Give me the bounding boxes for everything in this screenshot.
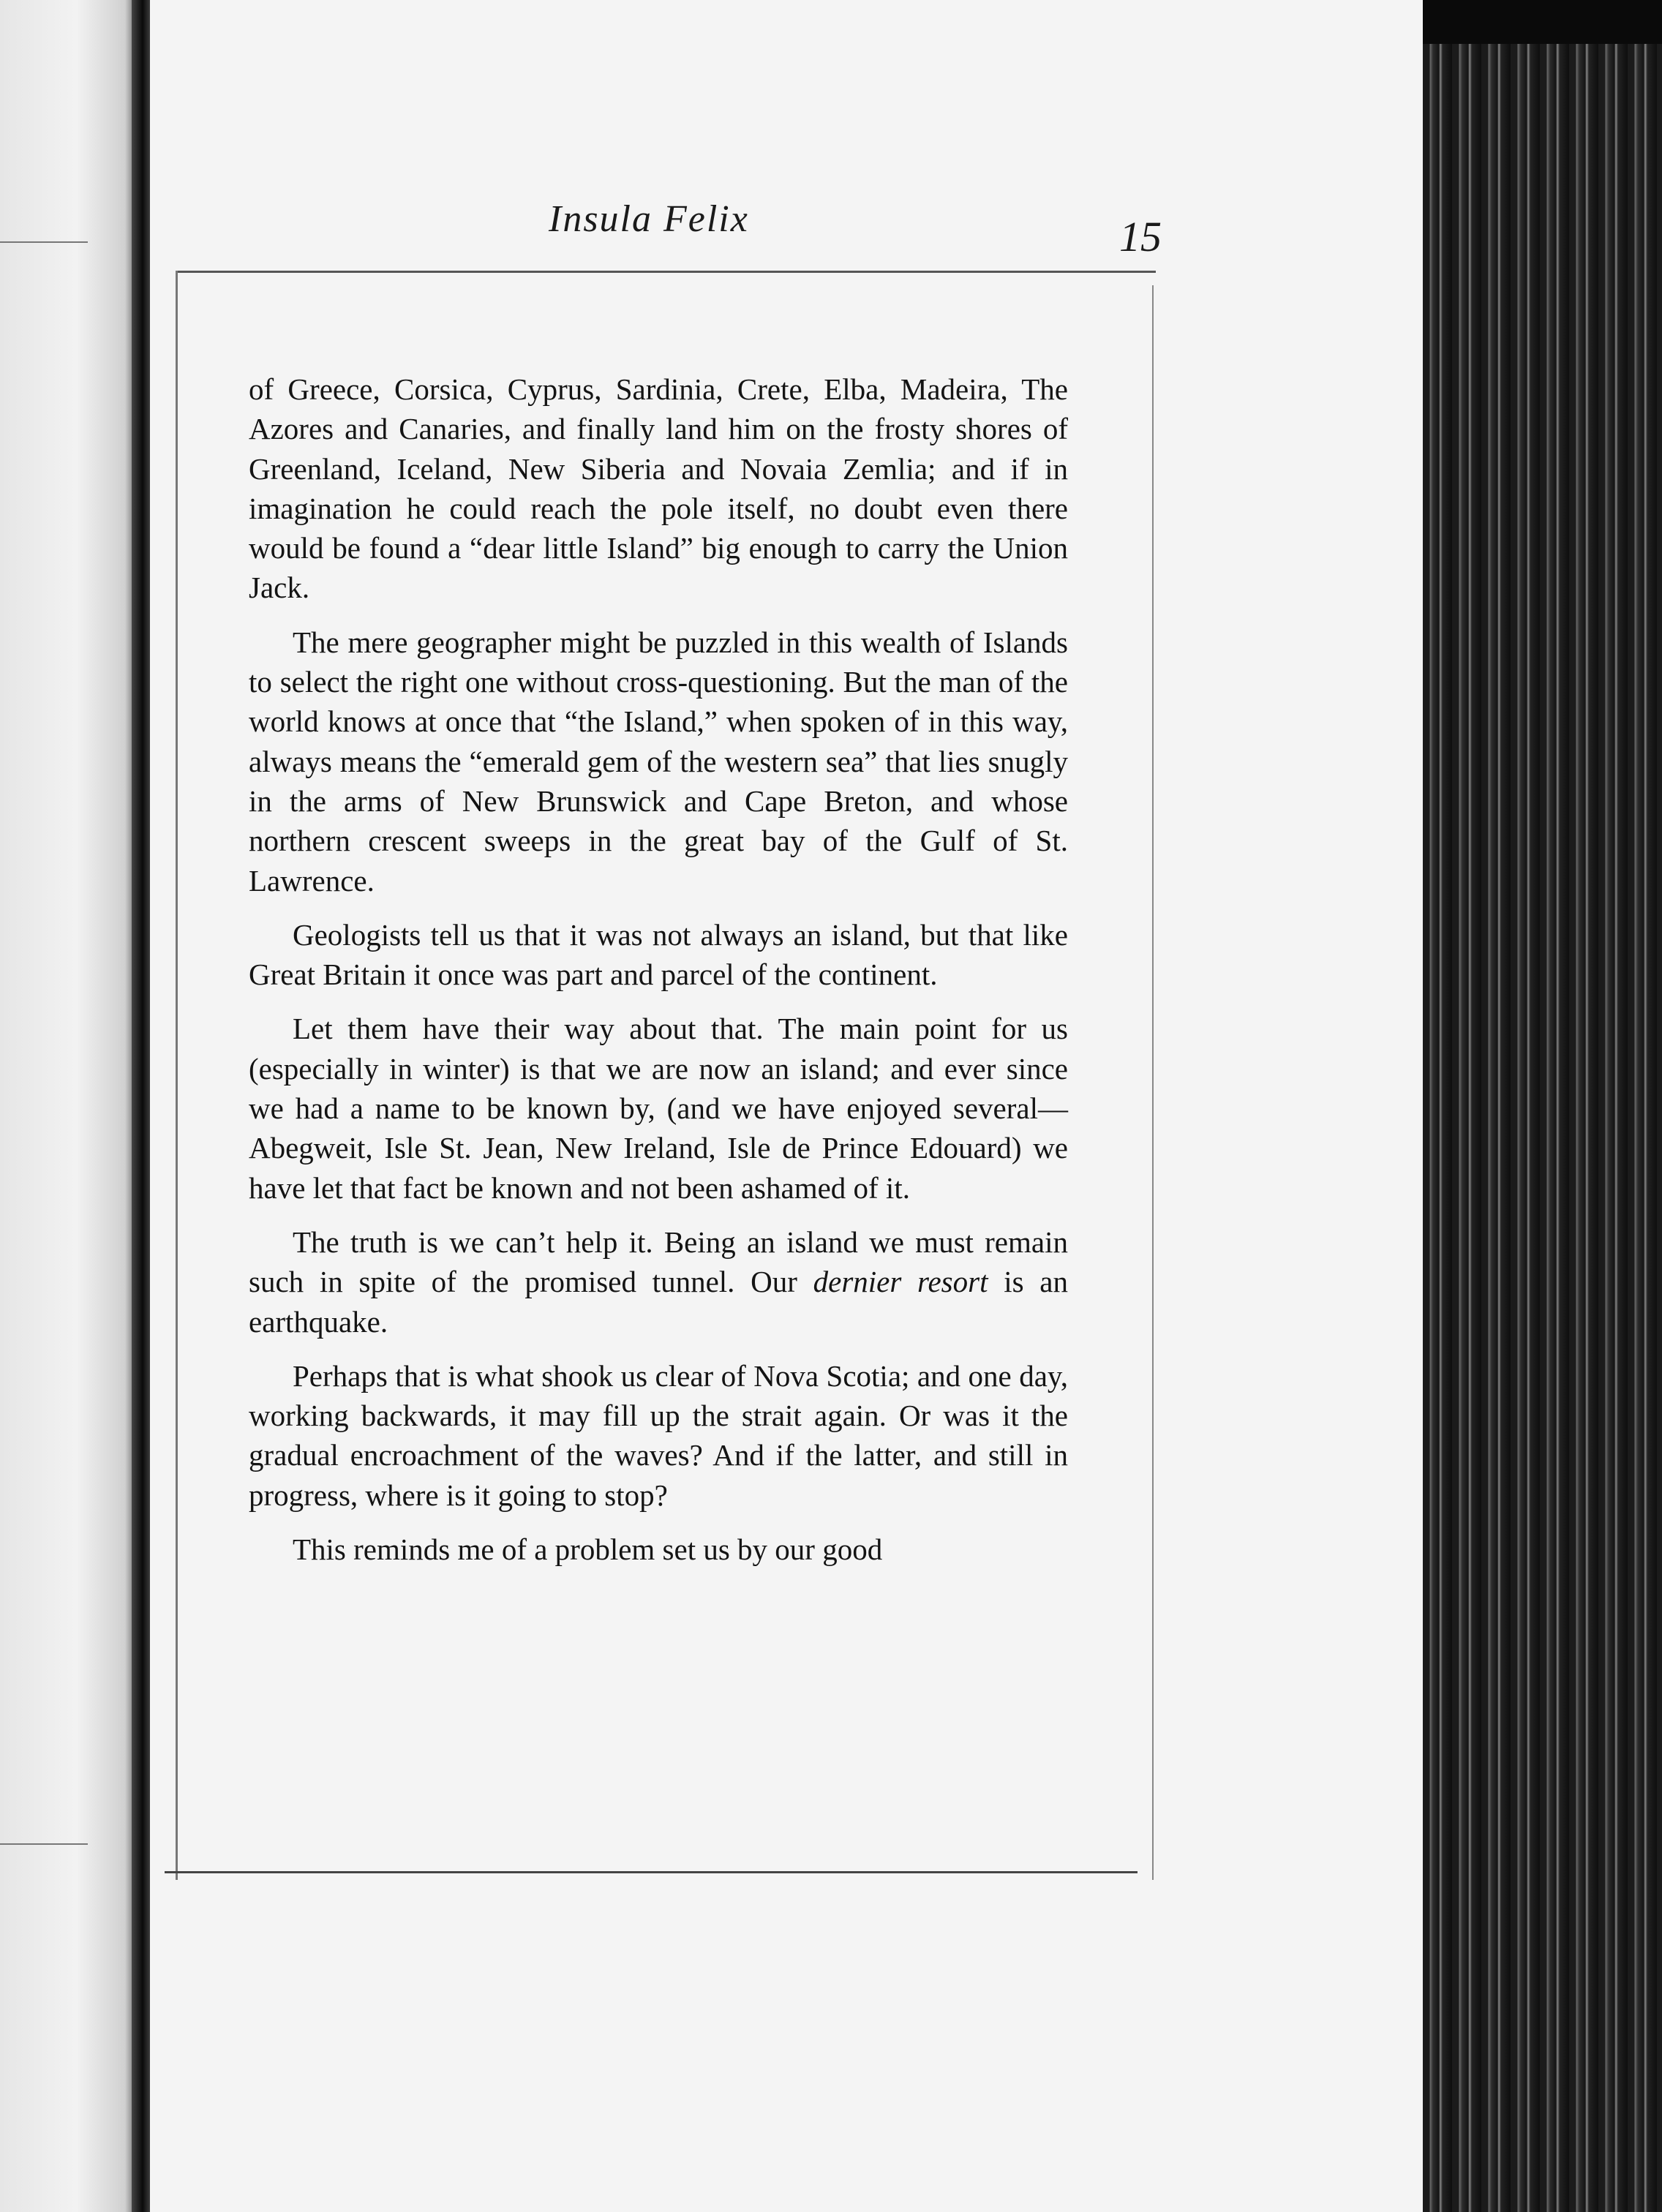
paragraph: of Greece, Corsica, Cyprus, Sardinia, Crete, Elba, Madeira, The Azores and Canaries, and finally land him on the frosty shores of Greenland, Iceland, New Siberia and Novaia Zemlia; and if in imagination he could reach the pole itself, no doubt even there would be found a “dear little Island” big enough to carry the Union Jack. [249, 372, 1068, 605]
paragraph: The mere geographer might be puzzled in this wealth of Islands to select the right one without cross-questioning. But the man of the world knows at once that “the Island,” when spoken of in this way, always means the “emerald gem of the western sea” that lies snugly in the arms of New Brunswick and Cape Breton, and whose northern crescent sweeps in the great bay of the Gulf of St. Lawrence. [249, 625, 1068, 898]
italic-phrase: dernier resort [813, 1265, 988, 1299]
paragraph-text: The truth is we can’t help it. Being an island we must remain such in spite of the promised tunnel. Our [249, 1224, 1068, 1299]
frame-rule-top [176, 271, 1156, 273]
paragraph: Let them have their way about that. The main point for us (especially in winter) is that we are now an island; and ever since we had a name to be known by, (and we have enjoyed several—Abegweit, Isle St. Jean, New Ireland, Isle de Prince Edouard) we have let that fact be known and not been ashamed of it. [249, 1012, 1068, 1205]
previous-page-rule-bottom [0, 1843, 88, 1845]
page-edges [1423, 44, 1662, 2212]
previous-page-rule-top [0, 241, 88, 243]
running-title: Insula Felix [549, 198, 749, 240]
body-text [249, 369, 1068, 1584]
frame-rule-right [1152, 285, 1154, 1880]
paragraph: Perhaps that is what shook us clear of Nova Scotia; and one day, working backwards, it may fill up the strait again. Or was it the gradual encroachment of the waves? And if the latter, and still in progress, where is it going to stop? [249, 1358, 1068, 1512]
previous-page-edge [0, 0, 139, 2212]
paragraph [249, 1222, 1068, 1342]
paragraph-text: is an earthquake. [249, 1265, 1068, 1339]
paragraph: This reminds me of a problem set us by our good [293, 1532, 883, 1567]
frame-rule-left [176, 271, 178, 1880]
page-number: 15 [1119, 213, 1162, 260]
paragraph: Geologists tell us that it was not always an island, but that like Great Britain it once was part and parcel of the continent. [249, 917, 1068, 992]
frame-rule-bottom [165, 1871, 1138, 1873]
